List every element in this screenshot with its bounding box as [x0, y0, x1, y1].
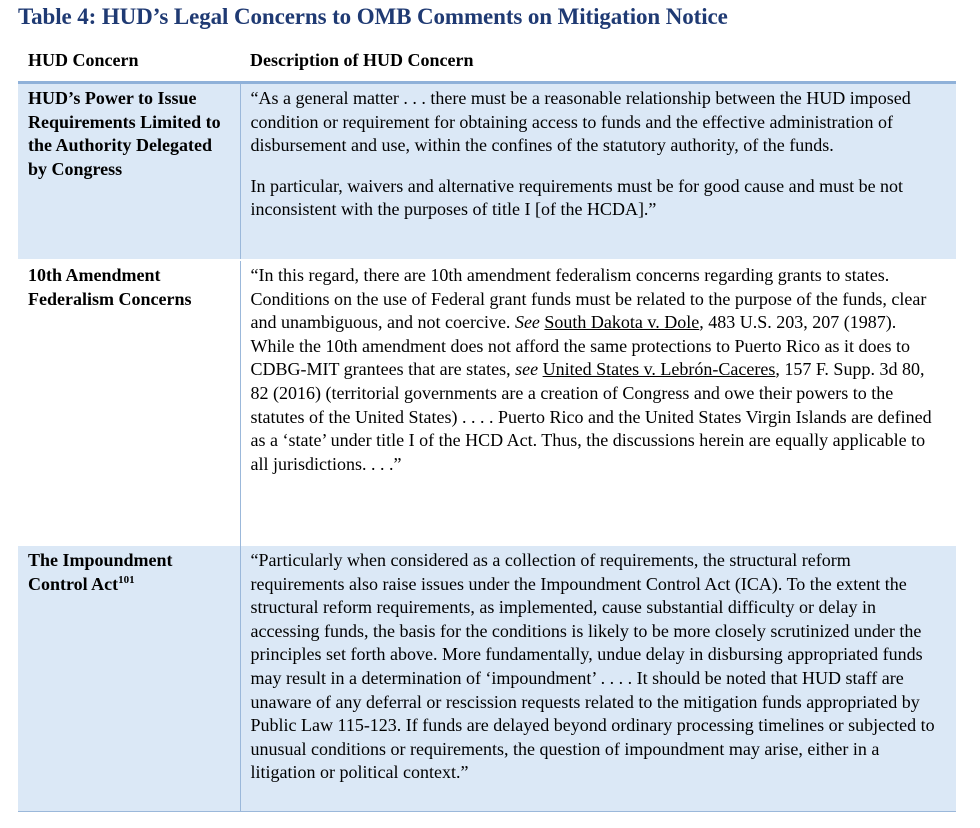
header-concern: HUD Concern — [18, 42, 240, 83]
citation-signal: See — [514, 312, 540, 333]
description-text: “In this regard, there are 10th amendment federalism concerns regarding grants to states. Conditions on the use of Federal grant funds must be related to the purpose of the funds, clear and unambiguous, and not coercive. — [250, 265, 927, 333]
header-description: Description of HUD Concern — [240, 42, 956, 83]
table-header-row — [18, 42, 956, 83]
footnote-marker: 101 — [118, 573, 135, 586]
description-text: , 157 F. Supp. 3d 80, 82 (2016) (territorial governments are a creation of Congress and owe their powers to the statutes of the United States) . . . . Puerto Rico and the United States Virgin Islands are defined as a ‘state’ under title I of the HCD Act. Thus, the discussions herein are equally applicable to all jurisdictions. . . .” — [250, 359, 932, 474]
description-cell: “Particularly when considered as a collection of requirements, the structural reform requirements also raise issues under the Impoundment Control Act (ICA). To the extent the structural reform requirements, as implemented, cause substantial difficulty or delay in accessing funds, the basis for the conditions is likely to be more closely scrutinized under the principles set forth above. More fundamentally, undue delay in disbursing appropriated funds may result in a determination of ‘impoundment’ . . . . It should be noted that HUD staff are unaware of any deferral or rescission requests related to the mitigation funds appropriated by Public Law 115-123. If funds are delayed beyond ordinary processing timelines or subjected to unusual conditions or requirements, the question of impoundment may arise, either in a litigation or political context.” — [240, 546, 956, 812]
description-paragraph: “As a general matter . . . there must be a reasonable relationship between the HUD imposed condition or requirement for obtaining access to funds and the effective administration of disbursement and use, within the confines of the statutory authority, of the funds. — [250, 88, 911, 156]
description-cell — [240, 260, 956, 546]
concern-cell: HUD’s Power to Issue Requirements Limited to the Authority Delegated by Congress — [18, 83, 240, 261]
description-text: , 483 U.S. 203, 207 (1987). While the 10th amendment does not afford the same protections to Puerto Rico as it does to CDBG-MIT grantees that are states, — [250, 312, 911, 380]
concern-cell — [18, 546, 240, 812]
table-row — [18, 546, 956, 812]
description-paragraph: In particular, waivers and alternative requirements must be for good cause and must be not inconsistent with the purposes of title I [of the HCDA].” — [250, 175, 904, 220]
concerns-table — [18, 42, 956, 812]
concern-label: The Impoundment Control Act — [28, 550, 173, 594]
table-row — [18, 83, 956, 261]
table-row — [18, 260, 956, 546]
case-citation: South Dakota v. Dole — [544, 312, 700, 333]
description-cell — [240, 83, 956, 261]
case-citation: United States v. Lebrón-Caceres — [542, 359, 776, 380]
citation-signal: see — [515, 359, 539, 380]
table-title: Table 4: HUD’s Legal Concerns to OMB Comments on Mitigation Notice — [18, 4, 728, 29]
concern-cell: 10th Amendment Federalism Concerns — [18, 260, 240, 546]
